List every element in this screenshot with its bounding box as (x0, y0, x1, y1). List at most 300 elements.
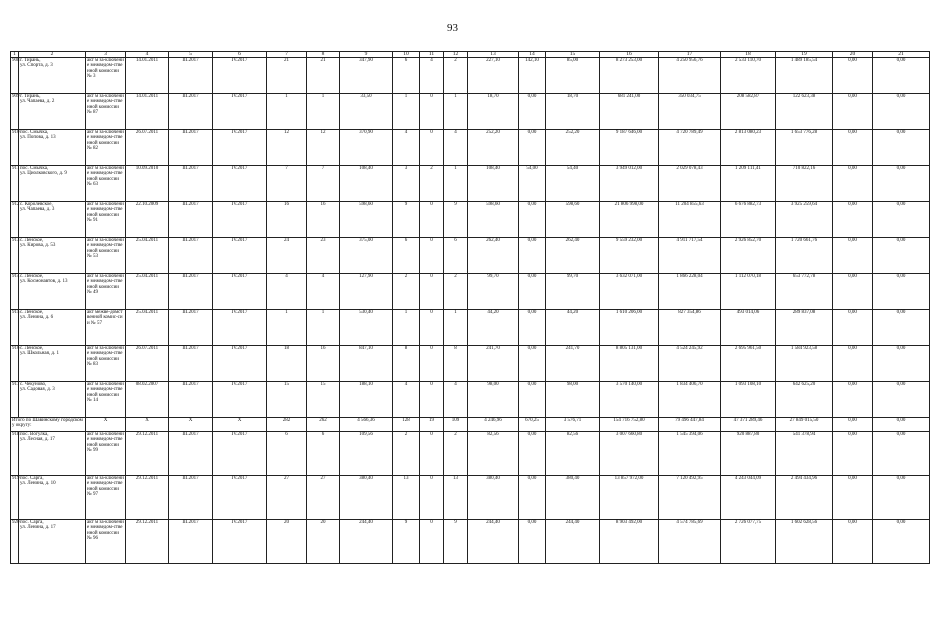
value-cell: 262,40 (468, 238, 519, 274)
act-document-cell: акт м за-ключение межведом-ственной комиссии № 14 (86, 382, 126, 418)
address-settlement: г. Тирань, (20, 94, 41, 99)
value-cell: 1 545 394,06 (659, 432, 721, 476)
total-value-cell: 0,00 (833, 418, 873, 432)
address-street: ул. Кирова, д. 53 (20, 243, 56, 249)
total-row (11, 418, 930, 432)
value-cell: 4 (267, 274, 307, 310)
address-street: ул. Чапаева, д. 2 (20, 99, 55, 105)
value-cell: 252,20 (468, 130, 519, 166)
value-cell: 99,70 (546, 274, 600, 310)
value-cell: 0,00 (833, 166, 873, 202)
total-value-cell: 109 (444, 418, 468, 432)
value-cell: 827 354,86 (659, 310, 721, 346)
planned-end-cell: IV.2017 (213, 520, 267, 564)
value-cell: 598,60 (340, 202, 393, 238)
value-cell: 0 (420, 346, 444, 382)
address-cell (19, 238, 86, 274)
column-number-cell: 11 (420, 52, 444, 58)
value-cell: 2 (444, 432, 468, 476)
value-cell: 24 (267, 238, 307, 274)
value-cell: 6 (393, 238, 420, 274)
value-cell: 8 (393, 346, 420, 382)
value-cell: 85,00 (546, 58, 600, 94)
value-cell: 4 (420, 58, 444, 94)
value-cell: 16 (267, 202, 307, 238)
value-cell: 6 (444, 238, 468, 274)
address-settlement: с. Ленское, (20, 274, 44, 279)
value-cell: 653 772,78 (776, 274, 833, 310)
value-cell: 0,00 (833, 382, 873, 418)
row-number-cell: 908 (11, 58, 19, 94)
value-cell: 0,00 (873, 310, 930, 346)
value-cell: 1 (393, 94, 420, 130)
planned-end-cell: IV.2017 (213, 346, 267, 382)
address-settlement: с. Ленское, (20, 238, 44, 243)
value-cell: 109,56 (340, 432, 393, 476)
value-cell: 54,40 (546, 166, 600, 202)
value-cell: 27 (267, 476, 307, 520)
act-document-cell: акт м за-ключение межведом-ственной комиссии № 83 (86, 346, 126, 382)
address-cell (19, 432, 86, 476)
address-cell (19, 58, 86, 94)
act-document-cell: акт м за-ключение межведом-ственной комиссии № 99 (86, 432, 126, 476)
planned-end-cell: IV.2017 (213, 238, 267, 274)
act-date-cell: 26.07.2011 (126, 346, 169, 382)
value-cell: 188,10 (340, 382, 393, 418)
address-street: ул. Ленина, д. 6 (20, 315, 54, 321)
planned-end-cell: IV.2017 (213, 432, 267, 476)
address-cell (19, 202, 86, 238)
value-cell: 27 (307, 476, 340, 520)
value-cell: 0,00 (519, 238, 546, 274)
act-document-cell: акт м за-ключение межведом-ственной комиссии № 87 (86, 94, 126, 130)
value-cell: 0,00 (519, 202, 546, 238)
table-row (11, 520, 930, 564)
value-cell: 33,50 (340, 94, 393, 130)
value-cell: 0 (420, 476, 444, 520)
value-cell: 0,00 (873, 274, 930, 310)
act-date-cell: 25.04.2011 (126, 310, 169, 346)
value-cell: 2 029 078,43 (659, 166, 721, 202)
value-cell: 44,20 (546, 310, 600, 346)
table-row (11, 274, 930, 310)
column-number-cell: 20 (833, 52, 873, 58)
value-cell: 0,00 (519, 94, 546, 130)
planned-start-cell: III.2017 (169, 58, 213, 94)
value-cell: 9 (393, 202, 420, 238)
column-number-cell: 15 (546, 52, 600, 58)
value-cell: 4 (307, 274, 340, 310)
column-number-cell: 2 (19, 52, 86, 58)
column-number-cell: 19 (776, 52, 833, 58)
value-cell: 12 (267, 130, 307, 166)
value-cell: 0,00 (833, 238, 873, 274)
total-x-cell: X (126, 418, 169, 432)
value-cell: 4 (444, 382, 468, 418)
value-cell: 16 (307, 346, 340, 382)
address-cell (19, 476, 86, 520)
value-cell: 262,40 (546, 238, 600, 274)
row-number-cell: 911 (11, 166, 19, 202)
address-settlement: пос. Сарга, (20, 476, 44, 481)
address-cell (19, 130, 86, 166)
column-number-cell: 14 (519, 52, 546, 58)
value-cell: 2 (444, 58, 468, 94)
value-cell: 108,40 (468, 166, 519, 202)
value-cell: 1 602 628,56 (776, 520, 833, 564)
act-date-cell: 29.12.2011 (126, 432, 169, 476)
value-cell: 0,00 (873, 58, 930, 94)
value-cell: 2 726 077,75 (721, 520, 776, 564)
value-cell: 598,60 (546, 202, 600, 238)
value-cell: 1 (444, 94, 468, 130)
total-value-cell: 27 849 015,50 (776, 418, 833, 432)
value-cell: 0,00 (833, 202, 873, 238)
address-street: ул. Попова, д. 13 (20, 135, 56, 141)
planned-start-cell: III.2017 (169, 432, 213, 476)
row-number-cell: 914 (11, 274, 19, 310)
value-cell: 3 949 012,00 (600, 166, 659, 202)
table-row (11, 432, 930, 476)
value-cell: 4 911 717,54 (659, 238, 721, 274)
value-cell: 16 (307, 202, 340, 238)
planned-start-cell: III.2017 (169, 238, 213, 274)
value-cell: 380,40 (468, 476, 519, 520)
total-value-cell: 19 (420, 418, 444, 432)
value-cell: 0,00 (833, 274, 873, 310)
value-cell: 0,00 (833, 130, 873, 166)
value-cell: 241,70 (546, 346, 600, 382)
value-cell: 9 (393, 520, 420, 564)
value-cell: 13 (393, 476, 420, 520)
value-cell: 0,00 (833, 346, 873, 382)
value-cell: 0,00 (873, 130, 930, 166)
act-date-cell: 08.02.2007 (126, 382, 169, 418)
value-cell: 6 (267, 432, 307, 476)
address-street: ул. Садовая, д. 3 (20, 387, 55, 393)
column-number-cell: 21 (873, 52, 930, 58)
value-cell: 0,00 (519, 520, 546, 564)
value-cell: 0,00 (833, 310, 873, 346)
value-cell: 0 (420, 382, 444, 418)
value-cell: 0,00 (873, 94, 930, 130)
value-cell: 44,20 (468, 310, 519, 346)
act-date-cell: 22.10.2009 (126, 202, 169, 238)
value-cell: 8 (444, 346, 468, 382)
address-settlement: пос. Смычка, (20, 166, 49, 171)
value-cell: 21 806 998,00 (600, 202, 659, 238)
total-value-cell: 4 246,96 (468, 418, 519, 432)
value-cell: 4 (444, 130, 468, 166)
planned-start-cell: III.2017 (169, 94, 213, 130)
value-cell: 23 (307, 238, 340, 274)
table-row (11, 476, 930, 520)
value-cell: 9 (444, 202, 468, 238)
value-cell: 3 570 140,00 (600, 382, 659, 418)
value-cell: 7 (267, 166, 307, 202)
value-cell: 681 241,00 (600, 94, 659, 130)
value-cell: 0,00 (519, 476, 546, 520)
act-document-cell: акт м за-ключение межведом-ственной комиссии № 82 (86, 130, 126, 166)
value-cell: 241,70 (468, 346, 519, 382)
value-cell: 0 (420, 130, 444, 166)
planned-start-cell: III.2017 (169, 310, 213, 346)
total-value-cell: 282 (267, 418, 307, 432)
value-cell: 920 887,80 (721, 432, 776, 476)
value-cell: 6 676 882,73 (721, 202, 776, 238)
value-cell: 244,40 (546, 520, 600, 564)
value-cell: 2 (420, 166, 444, 202)
value-cell: 2 813 080,23 (721, 130, 776, 166)
value-cell: 847,10 (340, 346, 393, 382)
value-cell: 2 (444, 274, 468, 310)
value-cell: 0,00 (873, 166, 930, 202)
value-cell: 13 (444, 476, 468, 520)
value-cell: 21 (307, 58, 340, 94)
value-cell: 2 533 110,70 (721, 58, 776, 94)
address-settlement: с. Ленское, (20, 310, 44, 315)
table-row (11, 346, 930, 382)
value-cell: 0,00 (873, 238, 930, 274)
column-number-cell: 4 (126, 52, 169, 58)
value-cell: 0,00 (519, 382, 546, 418)
value-cell: 530,40 (340, 310, 393, 346)
act-document-cell: акт м за-ключение межведом-ственной комиссии № 3 (86, 58, 126, 94)
value-cell: 18,70 (546, 94, 600, 130)
address-street: ул. Ленина, д. 17 (20, 525, 56, 531)
value-cell: 0,00 (833, 432, 873, 476)
value-cell: 20 (267, 520, 307, 564)
value-cell: 493 014,06 (721, 310, 776, 346)
act-date-cell: 25.04.2011 (126, 238, 169, 274)
act-document-cell: акт м за-ключение межведом-ственной комиссии № 63 (86, 166, 126, 202)
value-cell: 99,70 (468, 274, 519, 310)
column-number-cell: 9 (340, 52, 393, 58)
value-cell: 0,00 (833, 476, 873, 520)
column-number-cell: 5 (169, 52, 213, 58)
value-cell: 0,00 (873, 202, 930, 238)
act-document-cell: акт межве-домственной комис-сии № 57 (86, 310, 126, 346)
value-cell: 108,40 (340, 166, 393, 202)
value-cell: 6 (393, 58, 420, 94)
value-cell: 4 250 956,76 (659, 58, 721, 94)
column-number-cell: 7 (267, 52, 307, 58)
planned-start-cell: III.2017 (169, 520, 213, 564)
value-cell: 289 837,08 (776, 310, 833, 346)
address-cell (19, 94, 86, 130)
act-date-cell: 25.04.2011 (126, 274, 169, 310)
address-cell (19, 274, 86, 310)
row-number-cell: 917 (11, 382, 19, 418)
total-value-cell: 0,00 (873, 418, 930, 432)
value-cell: 1 834 406,70 (659, 382, 721, 418)
address-cell (19, 520, 86, 564)
act-document-cell: акт м за-ключение межведом-ственной комиссии № 49 (86, 274, 126, 310)
table-row (11, 310, 930, 346)
value-cell: 9 559 232,00 (600, 238, 659, 274)
value-cell: 1 (267, 94, 307, 130)
value-cell: 18,70 (468, 94, 519, 130)
value-cell: 15 (267, 382, 307, 418)
value-cell: 1 584 923,58 (776, 346, 833, 382)
planned-start-cell: III.2017 (169, 476, 213, 520)
value-cell: 227,10 (468, 58, 519, 94)
value-cell: 375,00 (340, 238, 393, 274)
value-cell: 98,00 (468, 382, 519, 418)
value-cell: 1 720 661,76 (776, 238, 833, 274)
table-row (11, 94, 930, 130)
row-number-cell: 916 (11, 346, 19, 382)
planned-end-cell: IV.2017 (213, 202, 267, 238)
act-date-cell: 14.01.2011 (126, 58, 169, 94)
address-cell (19, 310, 86, 346)
table-row (11, 58, 930, 94)
value-cell: 21 (267, 58, 307, 94)
total-value-cell: 4 566,36 (340, 418, 393, 432)
row-number-cell: 919 (11, 476, 19, 520)
value-cell: 4 720 789,49 (659, 130, 721, 166)
address-settlement: пос. Сарга, (20, 520, 44, 525)
value-cell: 642 625,20 (776, 382, 833, 418)
total-value-cell: 262 (307, 418, 340, 432)
value-cell: 0,00 (519, 432, 546, 476)
address-settlement: г. Тирань, (20, 58, 41, 63)
value-cell: 0,00 (519, 130, 546, 166)
planned-start-cell: III.2017 (169, 130, 213, 166)
act-date-cell: 29.12.2011 (126, 476, 169, 520)
value-cell: 0,00 (519, 310, 546, 346)
value-cell: 380,40 (340, 476, 393, 520)
planned-end-cell: IV.2017 (213, 130, 267, 166)
address-settlement: пос. Смычка, (20, 130, 49, 135)
row-number-cell: 918 (11, 432, 19, 476)
column-number-cell: 1 (11, 52, 19, 58)
value-cell: 244,40 (340, 520, 393, 564)
value-cell: 0,00 (873, 476, 930, 520)
value-cell: 0,00 (873, 432, 930, 476)
value-cell: 7 120 492,95 (659, 476, 721, 520)
value-cell: 4 524 245,92 (659, 346, 721, 382)
housing-table (10, 51, 930, 564)
address-settlement: с. Чекуново, (20, 382, 47, 387)
planned-start-cell: III.2017 (169, 274, 213, 310)
value-cell: 350 034,75 (659, 94, 721, 130)
value-cell: 2 926 852,70 (721, 238, 776, 274)
value-cell: 8 903 492,00 (600, 520, 659, 564)
value-cell: 0,00 (833, 520, 873, 564)
value-cell: 1 (444, 166, 468, 202)
address-cell (19, 166, 86, 202)
row-number-cell: 913 (11, 238, 19, 274)
row-number-cell: 920 (11, 520, 19, 564)
row-number-cell: 910 (11, 130, 19, 166)
value-cell: 0,00 (519, 346, 546, 382)
planned-end-cell: IV.2017 (213, 94, 267, 130)
column-number-cell: 13 (468, 52, 519, 58)
value-cell: 3 925 259,64 (776, 202, 833, 238)
planned-start-cell: III.2017 (169, 202, 213, 238)
planned-end-cell: IV.2017 (213, 382, 267, 418)
total-label-cell: Итого по Шавинскому городскому округу: (11, 418, 86, 432)
column-number-cell: 16 (600, 52, 659, 58)
value-cell: 380,40 (546, 476, 600, 520)
value-cell: 0 (420, 274, 444, 310)
address-settlement: с. Королевское, (20, 202, 53, 207)
value-cell: 0,00 (519, 274, 546, 310)
value-cell: 122 623,38 (776, 94, 833, 130)
column-number-cell: 3 (86, 52, 126, 58)
value-cell: 1 (444, 310, 468, 346)
value-cell: 127,90 (340, 274, 393, 310)
value-cell: 598,60 (468, 202, 519, 238)
value-cell: 4 (393, 382, 420, 418)
act-document-cell: акт м за-ключение межведом-ственной комиссии № 96 (86, 520, 126, 564)
column-number-cell: 18 (721, 52, 776, 58)
row-number-cell: 915 (11, 310, 19, 346)
value-cell: 4 574 785,69 (659, 520, 721, 564)
value-cell: 0 (420, 202, 444, 238)
value-cell: 0,00 (873, 520, 930, 564)
value-cell: 11 204 855,63 (659, 202, 721, 238)
value-cell: 7 (307, 166, 340, 202)
act-date-cell: 29.12.2011 (126, 520, 169, 564)
total-x-cell: X (213, 418, 267, 432)
value-cell: 0 (420, 432, 444, 476)
value-cell: 2 695 961,50 (721, 346, 776, 382)
act-date-cell: 26.07.2011 (126, 130, 169, 166)
value-cell: 1 610 206,00 (600, 310, 659, 346)
address-cell (19, 346, 86, 382)
address-street: ул. Чапаева, д. 3 (20, 207, 55, 213)
value-cell: 4 243 044,09 (721, 476, 776, 520)
table-row (11, 202, 930, 238)
value-cell: 0,00 (873, 382, 930, 418)
act-date-cell: 10.09.2010 (126, 166, 169, 202)
address-street: ул. Спорта, д. 3 (20, 63, 53, 69)
value-cell: 1 209 111,41 (721, 166, 776, 202)
address-cell (19, 382, 86, 418)
total-value-cell: 3 576,71 (546, 418, 600, 432)
planned-start-cell: III.2017 (169, 166, 213, 202)
value-cell: 8 273 253,00 (600, 58, 659, 94)
page-number: 93 (447, 22, 458, 34)
planned-end-cell: IV.2017 (213, 310, 267, 346)
column-number-cell: 6 (213, 52, 267, 58)
total-x-cell: X (169, 418, 213, 432)
value-cell: 82,56 (546, 432, 600, 476)
value-cell: 4 (393, 130, 420, 166)
address-street: ул. Циолковского, д. 9 (20, 171, 67, 177)
table-row (11, 166, 930, 202)
planned-end-cell: IV.2017 (213, 476, 267, 520)
value-cell: 1 093 108,10 (721, 382, 776, 418)
act-date-cell: 14.01.2011 (126, 94, 169, 130)
table-row (11, 130, 930, 166)
value-cell: 0,00 (833, 58, 873, 94)
value-cell: 2 494 434,96 (776, 476, 833, 520)
value-cell: 0,00 (833, 94, 873, 130)
value-cell: 1 (393, 310, 420, 346)
value-cell: 1 489 185,54 (776, 58, 833, 94)
address-street: ул. Лесная, д. 17 (20, 437, 55, 443)
column-number-cell: 12 (444, 52, 468, 58)
total-value-cell: 154 716 752,80 (600, 418, 659, 432)
act-document-cell: акт м за-ключение межведом-ственной комиссии № 53 (86, 238, 126, 274)
column-number-cell: 8 (307, 52, 340, 58)
value-cell: 8 805 131,00 (600, 346, 659, 382)
value-cell: 1 653 776,28 (776, 130, 833, 166)
value-cell: 1 (307, 94, 340, 130)
